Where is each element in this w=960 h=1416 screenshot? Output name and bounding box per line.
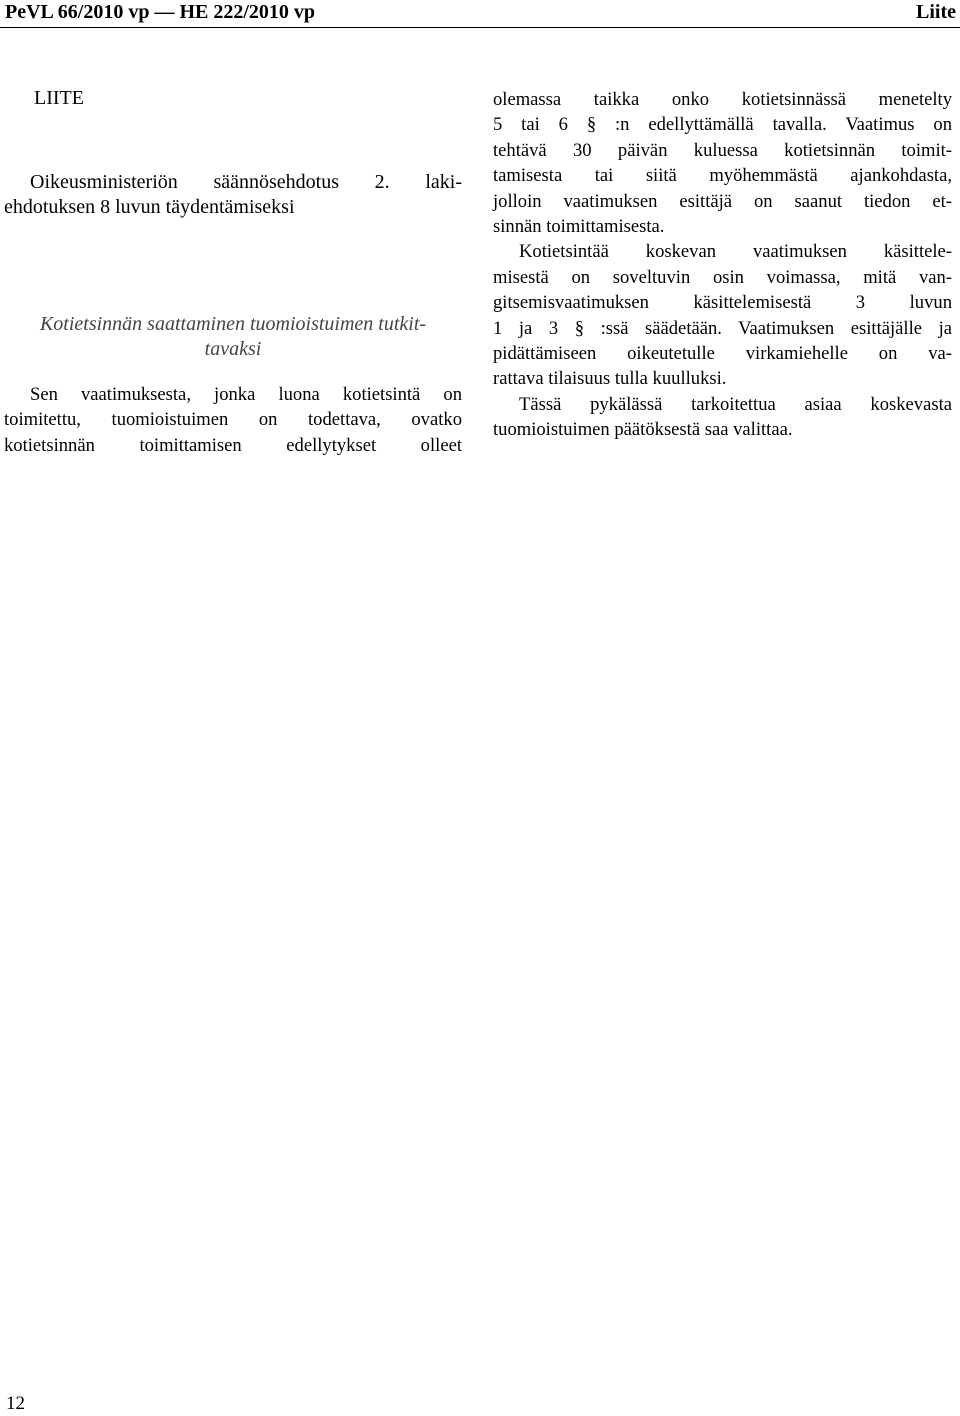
body-line: misestä on soveltuvin osin voimassa, mitä van- — [493, 266, 952, 288]
annex-label: LIITE — [34, 87, 84, 109]
body-line: pidättämiseen oikeutetulle virkamiehelle on va- — [493, 342, 952, 364]
body-line: 1 ja 3 § :ssä säädetään. Vaatimuksen esittäjälle ja — [493, 317, 952, 339]
body-line: tamisesta tai siitä myöhemmästä ajankohdasta, — [493, 165, 952, 187]
proposal-title-line: ehdotuksen 8 luvun täydentämiseksi — [4, 196, 295, 218]
body-line: olemassa taikka onko kotietsinnässä menetelty — [493, 89, 952, 110]
body-line: jolloin vaatimuksen esittäjä on saanut tiedon et- — [493, 190, 952, 212]
body-line: Sen vaatimuksesta, jonka luona kotietsintä on — [30, 384, 462, 405]
proposal-title — [4, 170, 462, 220]
body-line: 5 tai 6 § :n edellyttämällä tavalla. Vaatimus on — [493, 114, 952, 136]
body-line: sinnän toimittamisesta. — [493, 215, 665, 237]
body-line: kotietsinnän toimittamisen edellytykset olleet — [4, 434, 462, 456]
body-line: rattava tilaisuus tulla kuulluksi. — [493, 368, 727, 390]
header-annex-label: Liite — [916, 1, 956, 23]
running-header — [0, 0, 960, 28]
section-heading-line: Kotietsinnän saattaminen tuomioistuimen tutkit- — [39, 313, 427, 335]
left-body-paragraph — [4, 382, 462, 458]
page-number: 12 — [6, 1393, 25, 1414]
body-line: Tässä pykälässä tarkoitettua asiaa koskevasta — [519, 393, 952, 415]
body-line: tehtävä 30 päivän kuluessa kotietsinnän toimit- — [493, 139, 952, 161]
section-heading-line: tavaksi — [204, 338, 262, 360]
header-document-reference: PeVL 66/2010 vp — HE 222/2010 vp — [5, 1, 316, 23]
body-line: Kotietsintää koskevan vaatimuksen käsittele- — [519, 241, 952, 263]
right-body-text — [493, 87, 952, 442]
section-heading — [4, 312, 462, 362]
proposal-title-line: Oikeusministeriön säännösehdotus 2. laki- — [30, 171, 462, 193]
body-line: gitsemisvaatimuksen käsittelemisestä 3 luvun — [493, 292, 952, 314]
body-line: tuomioistuimen päätöksestä saa valittaa. — [493, 419, 793, 441]
body-line: toimitettu, tuomioistuimen on todettava, ovatko — [4, 409, 462, 431]
